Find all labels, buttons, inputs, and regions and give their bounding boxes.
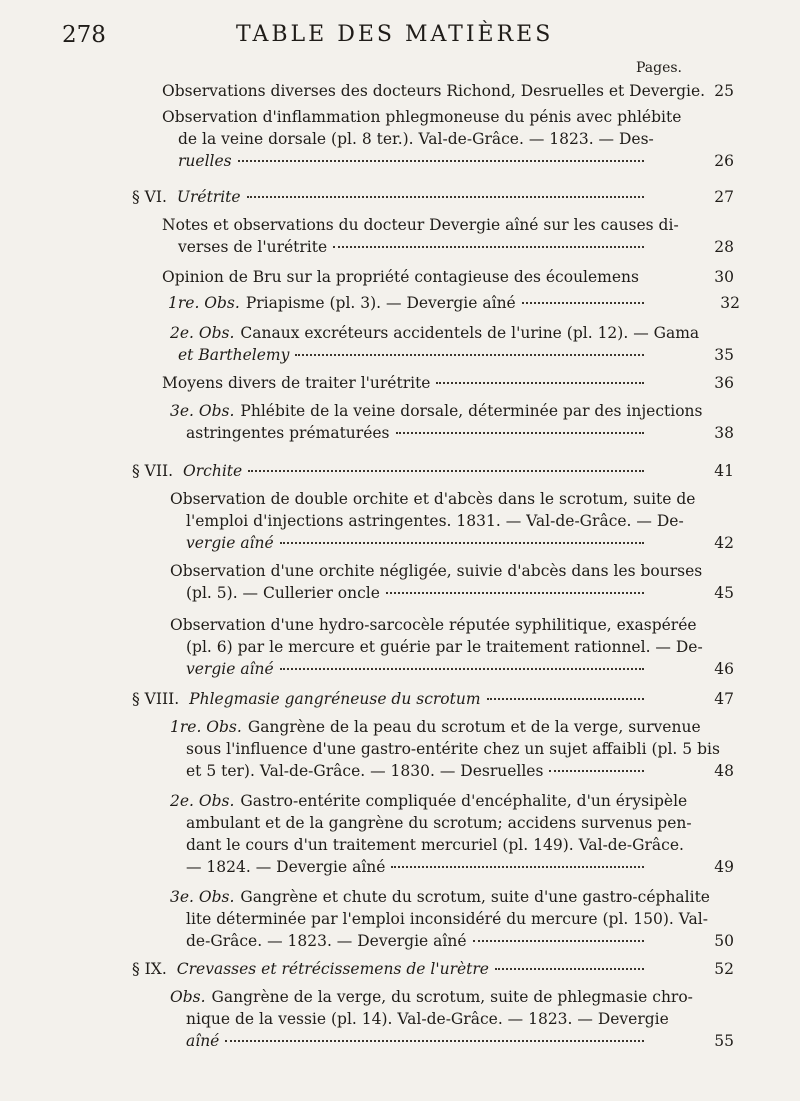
dot-leader xyxy=(436,382,644,384)
entry-text: (pl. 6) par le mercure et guérie par le traitement rationnel. — De- xyxy=(186,638,703,656)
dot-leader xyxy=(280,542,644,544)
toc-section-heading xyxy=(132,186,734,208)
toc-entry xyxy=(162,986,734,1052)
toc-entry xyxy=(162,886,734,952)
dot-leader xyxy=(391,866,644,868)
entry-page: 50 xyxy=(714,932,734,950)
dot-leader xyxy=(522,302,644,304)
toc-entry xyxy=(168,292,740,314)
entry-text: Priapisme (pl. 3). — Devergie aîné xyxy=(245,294,516,312)
entry-text: nique de la vessie (pl. 14). Val-de-Grâce. — 1823. — Devergie xyxy=(186,1010,669,1028)
entry-text: Observation de double orchite et d'abcès dans le scrotum, suite de xyxy=(170,490,696,508)
dot-leader xyxy=(495,968,644,970)
entry-page: 47 xyxy=(714,690,734,708)
section-title: Phlegmasie gangréneuse du scrotum xyxy=(189,690,481,708)
dot-leader xyxy=(247,196,644,198)
obs-label: 3e. Obs. xyxy=(170,888,235,906)
obs-label: Obs. xyxy=(170,988,206,1006)
entry-text: ruelles xyxy=(178,152,232,170)
entry-text: — 1824. — Devergie aîné xyxy=(186,858,386,876)
toc-section-heading xyxy=(132,688,734,710)
entry-page: 42 xyxy=(714,534,734,552)
entry-text: Canaux excréteurs accidentels de l'urine (pl. 12). — Gama xyxy=(240,324,700,342)
toc-entry xyxy=(162,106,734,172)
entry-page: 41 xyxy=(714,462,734,480)
toc-entry xyxy=(162,80,734,102)
entry-page: 36 xyxy=(714,374,734,392)
entry-text: aîné xyxy=(186,1032,220,1050)
section-title: Urétrite xyxy=(176,188,241,206)
entry-text: Gastro-entérite compliquée d'encéphalite, d'un érysipèle xyxy=(240,792,688,810)
section-number: § IX. xyxy=(132,960,167,978)
toc-entry xyxy=(162,214,734,258)
dot-leader xyxy=(473,940,645,942)
entry-text: et Barthelemy xyxy=(178,346,290,364)
dot-leader xyxy=(295,354,644,356)
entry-text: Notes et observations du docteur Devergie aîné sur les causes di- xyxy=(162,216,679,234)
entry-text: ambulant et de la gangrène du scrotum; accidens survenus pen- xyxy=(186,814,692,832)
toc-entry xyxy=(162,488,734,554)
dot-leader xyxy=(225,1040,644,1042)
dot-leader xyxy=(396,432,645,434)
entry-text: sous l'influence d'une gastro-entérite chez un sujet affaibli (pl. 5 bis xyxy=(186,740,720,758)
entry-page: 52 xyxy=(714,960,734,978)
entry-text: Observation d'une orchite négligée, suivie d'abcès dans les bourses xyxy=(170,562,703,580)
dot-leader xyxy=(248,470,644,472)
section-title: Orchite xyxy=(183,462,243,480)
entry-text: de la veine dorsale (pl. 8 ter.). Val-de-Grâce. — 1823. — Des- xyxy=(178,130,654,148)
entry-page: 25 xyxy=(714,82,734,100)
entry-text: dant le cours d'un traitement mercuriel (pl. 149). Val-de-Grâce. xyxy=(186,836,684,854)
entry-text: Gangrène de la peau du scrotum et de la verge, survenue xyxy=(247,718,701,736)
entry-text: Observations diverses des docteurs Richond, Desruelles et Devergie. xyxy=(162,82,706,100)
toc-entry xyxy=(162,614,734,680)
entry-text: et 5 ter). Val-de-Grâce. — 1830. — Desruelles xyxy=(186,762,544,780)
entry-page: 27 xyxy=(714,188,734,206)
entry-page: 48 xyxy=(714,762,734,780)
obs-label: 1re. Obs. xyxy=(170,718,242,736)
entry-text: Gangrène de la verge, du scrotum, suite de phlegmasie chro- xyxy=(211,988,693,1006)
dot-leader xyxy=(280,668,644,670)
entry-text: astringentes prématurées xyxy=(186,424,390,442)
toc-entry xyxy=(162,372,734,394)
entry-text: Observation d'inflammation phlegmoneuse du pénis avec phlébite xyxy=(162,108,682,126)
entry-page: 28 xyxy=(714,238,734,256)
toc-entry xyxy=(162,400,734,444)
obs-label: 2e. Obs. xyxy=(170,324,235,342)
entry-text: de-Grâce. — 1823. — Devergie aîné xyxy=(186,932,467,950)
obs-label: 2e. Obs. xyxy=(170,792,235,810)
entry-text: vergie aîné xyxy=(186,534,274,552)
entry-text: l'emploi d'injections astringentes. 1831. — Val-de-Grâce. — De- xyxy=(186,512,684,530)
entry-text: Gangrène et chute du scrotum, suite d'une gastro-céphalite xyxy=(240,888,710,906)
entry-page: 49 xyxy=(714,858,734,876)
obs-label: 1re. Obs. xyxy=(168,294,240,312)
toc-entry xyxy=(162,716,734,782)
obs-label: 3e. Obs. xyxy=(170,402,235,420)
toc-entry xyxy=(162,790,734,878)
dot-leader xyxy=(549,770,644,772)
entry-text: verses de l'urétrite xyxy=(178,238,328,256)
entry-text: (pl. 5). — Cullerier oncle xyxy=(186,584,380,602)
section-number: § VI. xyxy=(132,188,167,206)
entry-page: 26 xyxy=(714,152,734,170)
dot-leader xyxy=(333,246,644,248)
entry-text: Opinion de Bru sur la propriété contagieuse des écoulemens xyxy=(162,268,639,286)
running-title: TABLE DES MATIÈRES xyxy=(236,22,554,47)
entry-page: 46 xyxy=(714,660,734,678)
section-number: § VIII. xyxy=(132,690,180,708)
toc-entry xyxy=(162,322,734,366)
pages-column-label: Pages. xyxy=(635,60,682,76)
entry-page: 35 xyxy=(714,346,734,364)
entry-text: Observation d'une hydro-sarcocèle réputée syphilitique, exaspérée xyxy=(170,616,697,634)
toc-entry xyxy=(162,560,734,604)
entry-text: Moyens divers de traiter l'urétrite xyxy=(162,374,431,392)
page-number: 278 xyxy=(62,22,106,48)
dot-leader xyxy=(386,592,644,594)
toc-entry xyxy=(162,266,734,288)
dot-leader xyxy=(238,160,644,162)
toc-section-heading xyxy=(132,460,734,482)
entry-page: 55 xyxy=(714,1032,734,1050)
entry-text: vergie aîné xyxy=(186,660,274,678)
entry-page: 30 xyxy=(714,268,734,286)
entry-page: 45 xyxy=(714,584,734,602)
entry-page: 32 xyxy=(720,294,740,312)
entry-text: lite déterminée par l'emploi inconsidéré du mercure (pl. 150). Val- xyxy=(186,910,708,928)
section-title: Crevasses et rétrécissemens de l'urètre xyxy=(176,960,489,978)
page-header xyxy=(0,18,800,52)
entry-page: 38 xyxy=(714,424,734,442)
section-number: § VII. xyxy=(132,462,174,480)
entry-text: Phlébite de la veine dorsale, déterminée par des injections xyxy=(240,402,703,420)
dot-leader xyxy=(487,698,644,700)
toc-section-heading xyxy=(132,958,734,980)
